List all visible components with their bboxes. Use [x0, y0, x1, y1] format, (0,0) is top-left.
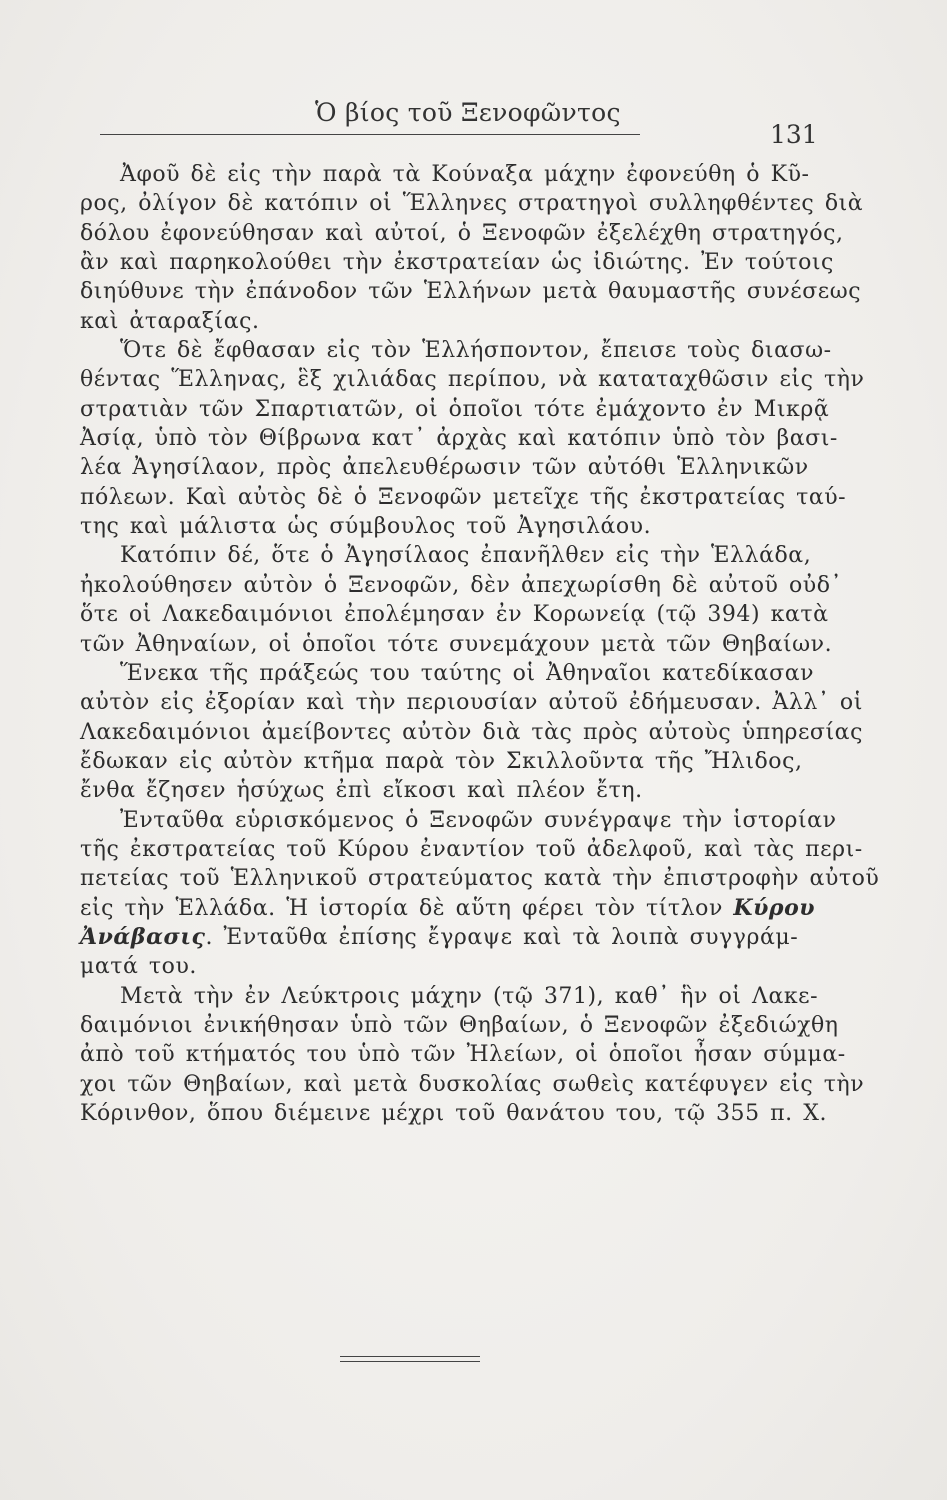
text-line: διηύθυνε τὴν ἐπάνοδον τῶν Ἑλλήνων μετὰ θαυμαστῆς συνέσεως	[80, 279, 862, 305]
text-line: ματά του.	[80, 954, 197, 980]
text-line: τῆς ἐκστρατείας τοῦ Κύρου ἐναντίον τοῦ ἀδελφοῦ, καὶ τὰς περι-	[80, 836, 863, 862]
text-line: λέα Ἀγησίλαον, πρὸς ἀπελευθέρωσιν τῶν αὐτόθι Ἑλληνικῶν	[80, 455, 809, 481]
text-line: ἔδωκαν εἰς αὐτὸν κτῆμα παρὰ τὸν Σκιλλοῦντα τῆς Ἤλιδος,	[80, 748, 803, 774]
book-title-emphasis: Κύρου	[733, 894, 816, 921]
text-line: καὶ ἀταραξίας.	[80, 308, 260, 334]
text-line: Ἀφοῦ δὲ εἰς τὴν παρὰ τὰ Κούναξα μάχην ἐφονεύθη ὁ Κῦ-	[120, 162, 810, 187]
text-line: αὐτὸν εἰς ἐξορίαν καὶ τὴν περιουσίαν αὐτοῦ ἐδήμευσαν. Ἀλλ᾿ οἱ	[80, 690, 863, 716]
text-line: Λακεδαιμόνιοι ἀμείβοντες αὐτὸν διὰ τὰς πρὸς αὐτοὺς ὑπηρεσίας	[80, 719, 863, 745]
text-line: Ἕνεκα τῆς πράξεώς του ταύτης οἱ Ἀθηναῖοι κατεδίκασαν	[120, 660, 815, 686]
text-line: τῶν Ἀθηναίων, οἱ ὁποῖοι τότε συνεμάχουν μετὰ τῶν Θηβαίων.	[80, 631, 833, 657]
body-text	[80, 160, 880, 1128]
running-header	[100, 98, 830, 148]
text-line: πετείας τοῦ Ἑλληνικοῦ στρατεύματος κατὰ τὴν ἐπιστροφὴν αὐτοῦ	[80, 866, 880, 892]
text-segment: εἰς τὴν Ἑλλάδα. Ἡ ἱστορία δὲ αὕτη φέρει τὸν τίτλον	[80, 895, 723, 921]
text-line: ὅτε οἱ Λακεδαιμόνιοι ἐπολέμησαν ἐν Κορωνείᾳ (τῷ 394) κατὰ	[80, 602, 829, 628]
text-line: της καὶ μάλιστα ὡς σύμβουλος τοῦ Ἀγησιλάου.	[80, 514, 652, 540]
header-rule	[100, 134, 640, 135]
page-number: 131	[770, 120, 818, 149]
text-line: στρατιὰν τῶν Σπαρτιατῶν, οἱ ὁποῖοι τότε ἐμάχοντο ἐν Μικρᾷ	[80, 396, 830, 422]
text-line	[80, 894, 822, 923]
closing-rule	[340, 1356, 480, 1362]
text-line: Κόρινθον, ὅπου διέμεινε μέχρι τοῦ θανάτου του, τῷ 355 π. Χ.	[80, 1101, 828, 1126]
book-title-emphasis: Ἀνάβασις	[80, 923, 206, 950]
running-title: Ὁ βίος τοῦ Ξενοφῶντος	[315, 98, 621, 127]
text-line: Ἀσίᾳ, ὑπὸ τὸν Θίβρωνα κατ᾿ ἀρχὰς καὶ κατόπιν ὑπὸ τὸν βασι-	[80, 426, 838, 452]
text-line: ρος, ὀλίγον δὲ κατόπιν οἱ Ἕλληνες στρατηγοὶ συλληφθέντες διὰ	[80, 191, 864, 217]
text-segment: . Ἐνταῦθα ἐπίσης ἔγραψε καὶ τὰ λοιπὰ συγγράμ-	[205, 924, 799, 950]
text-line: ἂν καὶ παρηκολούθει τὴν ἐκστρατείαν ὡς ἰδιώτης. Ἐν τούτοις	[80, 250, 834, 276]
text-line: Ὅτε δὲ ἔφθασαν εἰς τὸν Ἑλλήσποντον, ἔπεισε τοὺς διασω-	[120, 338, 832, 364]
text-line: Μετὰ τὴν ἐν Λεύκτροις μάχην (τῷ 371), καθ᾿ ἣν οἱ Λακε-	[120, 983, 819, 1009]
text-line: ἀπὸ τοῦ κτήματός του ὑπὸ τῶν Ἠλείων, οἱ ὁποῖοι ἦσαν σύμμα-	[80, 1042, 846, 1068]
text-line: πόλεων. Καὶ αὐτὸς δὲ ὁ Ξενοφῶν μετεῖχε τῆς ἐκστρατείας ταύ-	[80, 484, 847, 510]
text-line: ἠκολούθησεν αὐτὸν ὁ Ξενοφῶν, δὲν ἀπεχωρίσθη δὲ αὐτοῦ οὐδ᾿	[80, 572, 843, 598]
text-line: χοι τῶν Θηβαίων, καὶ μετὰ δυσκολίας σωθεὶς κατέφυγεν εἰς τὴν	[80, 1071, 865, 1097]
text-line: δόλου ἐφονεύθησαν καὶ αὐτοί, ὁ Ξενοφῶν ἐξελέχθη στρατηγός,	[80, 220, 844, 246]
text-line	[80, 923, 822, 952]
text-line: Ἐνταῦθα εὑρισκόμενος ὁ Ξενοφῶν συνέγραψε τὴν ἱστορίαν	[120, 807, 837, 833]
text-line: Κατόπιν δέ, ὅτε ὁ Ἀγησίλαος ἐπανῆλθεν εἰς τὴν Ἑλλάδα,	[120, 543, 812, 569]
text-line: δαιμόνιοι ἐνικήθησαν ὑπὸ τῶν Θηβαίων, ὁ Ξενοφῶν ἐξεδιώχθη	[80, 1012, 839, 1038]
text-line: ἔνθα ἔζησεν ἡσύχως ἐπὶ εἴκοσι καὶ πλέον ἔτη.	[80, 778, 643, 804]
text-line: θέντας Ἕλληνας, ἓξ χιλιάδας περίπου, νὰ καταταχθῶσιν εἰς τὴν	[80, 367, 865, 393]
